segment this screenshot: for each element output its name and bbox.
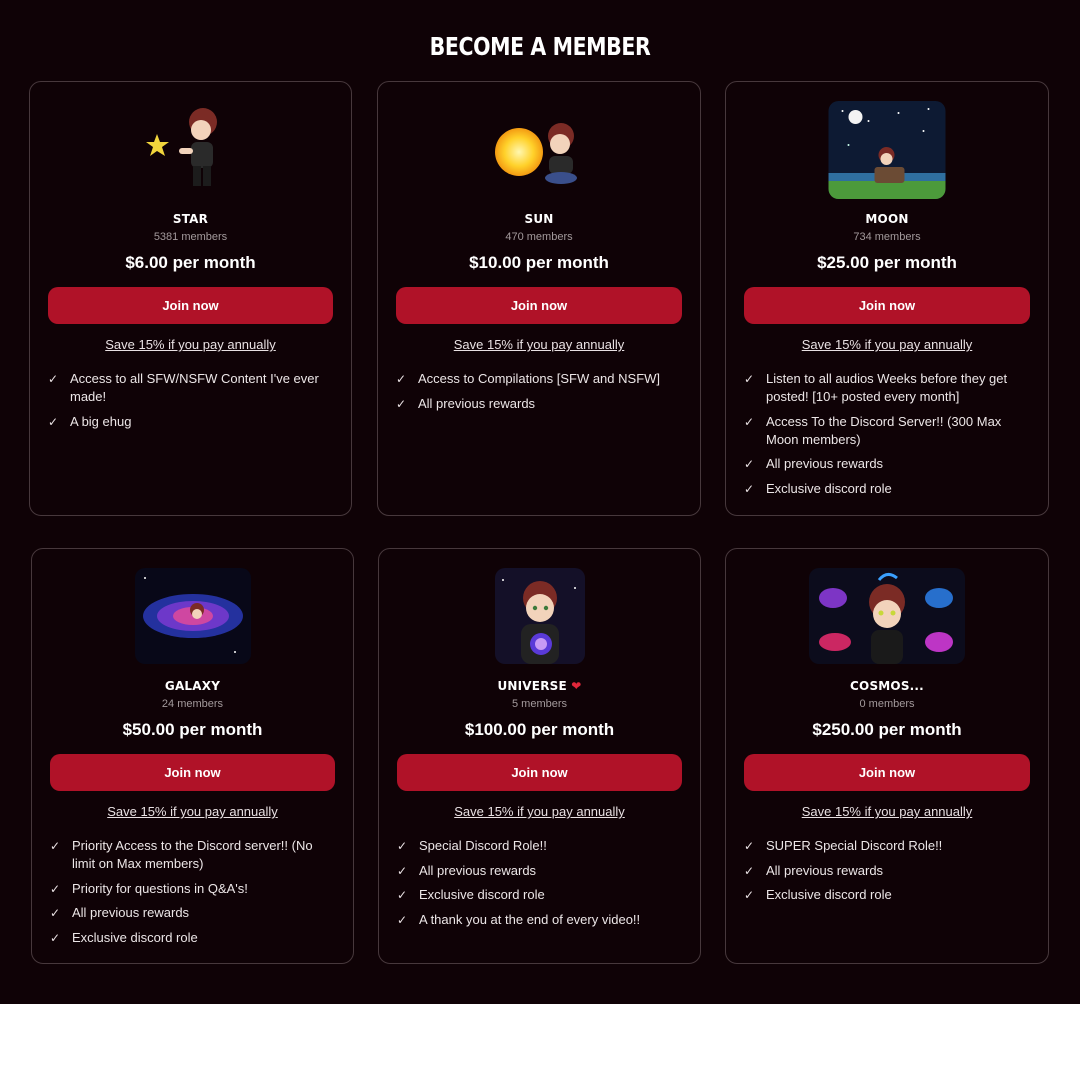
join-now-button-sun[interactable]: Join now [396, 287, 682, 324]
tier-card-universe [378, 548, 701, 964]
save-annually-link[interactable]: Save 15% if you pay annually [454, 804, 625, 819]
benefits-list [48, 370, 333, 437]
tier-price: $6.00 per month [125, 253, 256, 272]
check-icon: ✓ [744, 888, 755, 902]
member-count: 470 members [505, 231, 573, 243]
tier-price: $25.00 per month [817, 253, 957, 272]
benefit-item: ✓ All previous rewards [397, 862, 537, 878]
tier-name: STAR [172, 212, 209, 226]
member-count: 24 members [161, 698, 224, 710]
check-icon: ✓ [744, 839, 755, 853]
benefit-item: ✓ SUPER Special Discord Role!! [744, 838, 943, 853]
check-icon: ✓ [397, 912, 408, 927]
check-icon: ✓ [50, 906, 61, 920]
member-count: 734 members [853, 231, 921, 243]
benefit-item: ✓ All previous rewards [744, 456, 884, 471]
tier-price: $10.00 per month [469, 253, 609, 272]
tier-card-moon [725, 81, 1049, 516]
benefit-item: ✓ Exclusive discord role [744, 887, 892, 902]
benefit-item: ✓ Priority Access to the Discord server!! (No limit on Max members) [50, 838, 313, 871]
benefit-item: ✓ A big ehug [48, 413, 132, 429]
cosmos-tier-image [809, 568, 965, 664]
benefit-item: ✓ Exclusive discord role [50, 929, 198, 945]
member-count: 0 members [859, 698, 915, 710]
benefits-list [50, 837, 335, 953]
tier-price: $50.00 per month [122, 720, 263, 739]
tier-name: COSMOS... [850, 679, 924, 693]
save-annually-link[interactable]: Save 15% if you pay annually [107, 804, 278, 819]
page-title: BECOME A MEMBER [429, 32, 651, 61]
benefits-list [397, 837, 682, 935]
check-icon: ✓ [48, 372, 59, 386]
check-icon: ✓ [396, 372, 407, 386]
universe-tier-image [495, 568, 585, 664]
tier-card-cosmos [725, 548, 1049, 964]
check-icon: ✓ [744, 457, 755, 471]
save-annually-link[interactable]: Save 15% if you pay annually [801, 337, 973, 352]
check-icon: ✓ [50, 839, 61, 853]
join-now-button-moon[interactable]: Join now [744, 287, 1030, 324]
benefit-item: ✓ All previous rewards [396, 395, 536, 411]
check-icon: ✓ [48, 414, 59, 429]
check-icon: ✓ [397, 888, 408, 902]
check-icon: ✓ [744, 863, 755, 878]
benefits-list [744, 370, 1030, 504]
join-now-button-galaxy[interactable]: Join now [50, 754, 335, 791]
check-icon: ✓ [744, 481, 755, 496]
benefit-item: ✓ Listen to all audios Weeks before they get posted! [10+ posted every month] [744, 371, 1008, 404]
benefits-list [396, 370, 682, 419]
member-count: 5 members [511, 698, 568, 710]
join-now-button-star[interactable]: Join now [48, 287, 333, 324]
check-icon: ✓ [397, 839, 408, 853]
benefit-item: ✓ Exclusive discord role [744, 480, 892, 496]
tier-name: GALAXY [164, 679, 221, 693]
benefit-item: ✓ A thank you at the end of every video!! [397, 911, 641, 927]
check-icon: ✓ [396, 396, 407, 411]
tier-price: $100.00 per month [464, 720, 615, 739]
save-annually-link[interactable]: Save 15% if you pay annually [105, 337, 276, 352]
join-now-button-cosmos[interactable]: Join now [744, 754, 1030, 791]
star-tier-image [141, 100, 241, 196]
benefit-item: ✓ Access to Compilations [SFW and NSFW] [396, 371, 661, 386]
benefit-item: ✓ Exclusive discord role [397, 887, 545, 902]
check-icon: ✓ [50, 930, 61, 945]
save-annually-link[interactable]: Save 15% if you pay annually [801, 804, 973, 819]
moon-tier-image [829, 101, 946, 199]
join-now-button-universe[interactable]: Join now [397, 754, 682, 791]
benefit-item: ✓ Access To the Discord Server!! (300 Max Moon members) [744, 413, 1002, 447]
tier-card-star [29, 81, 352, 516]
tier-name: SUN [524, 212, 554, 226]
benefit-item: ✓ Priority for questions in Q&A's! [50, 880, 248, 896]
check-icon: ✓ [397, 863, 408, 878]
tier-name: UNIVERSE ❤ [497, 679, 582, 693]
benefit-item: ✓ Special Discord Role!! [397, 838, 547, 853]
benefits-list [744, 837, 1030, 911]
member-count: 5381 members [153, 231, 228, 243]
benefit-item: ✓ Access to all SFW/NSFW Content I've ever made! [48, 371, 319, 404]
tier-card-sun [377, 81, 701, 516]
sun-tier-image [489, 100, 589, 196]
benefit-item: ✓ All previous rewards [744, 862, 884, 878]
check-icon: ✓ [744, 372, 755, 386]
tier-name: MOON [865, 212, 909, 226]
benefit-item: ✓ All previous rewards [50, 905, 190, 920]
tier-card-galaxy [31, 548, 354, 964]
check-icon: ✓ [50, 881, 61, 896]
galaxy-tier-image [135, 568, 251, 664]
tier-price: $250.00 per month [812, 720, 962, 739]
check-icon: ✓ [744, 414, 755, 429]
save-annually-link[interactable]: Save 15% if you pay annually [453, 337, 625, 352]
heart-icon: ❤ [571, 679, 582, 693]
